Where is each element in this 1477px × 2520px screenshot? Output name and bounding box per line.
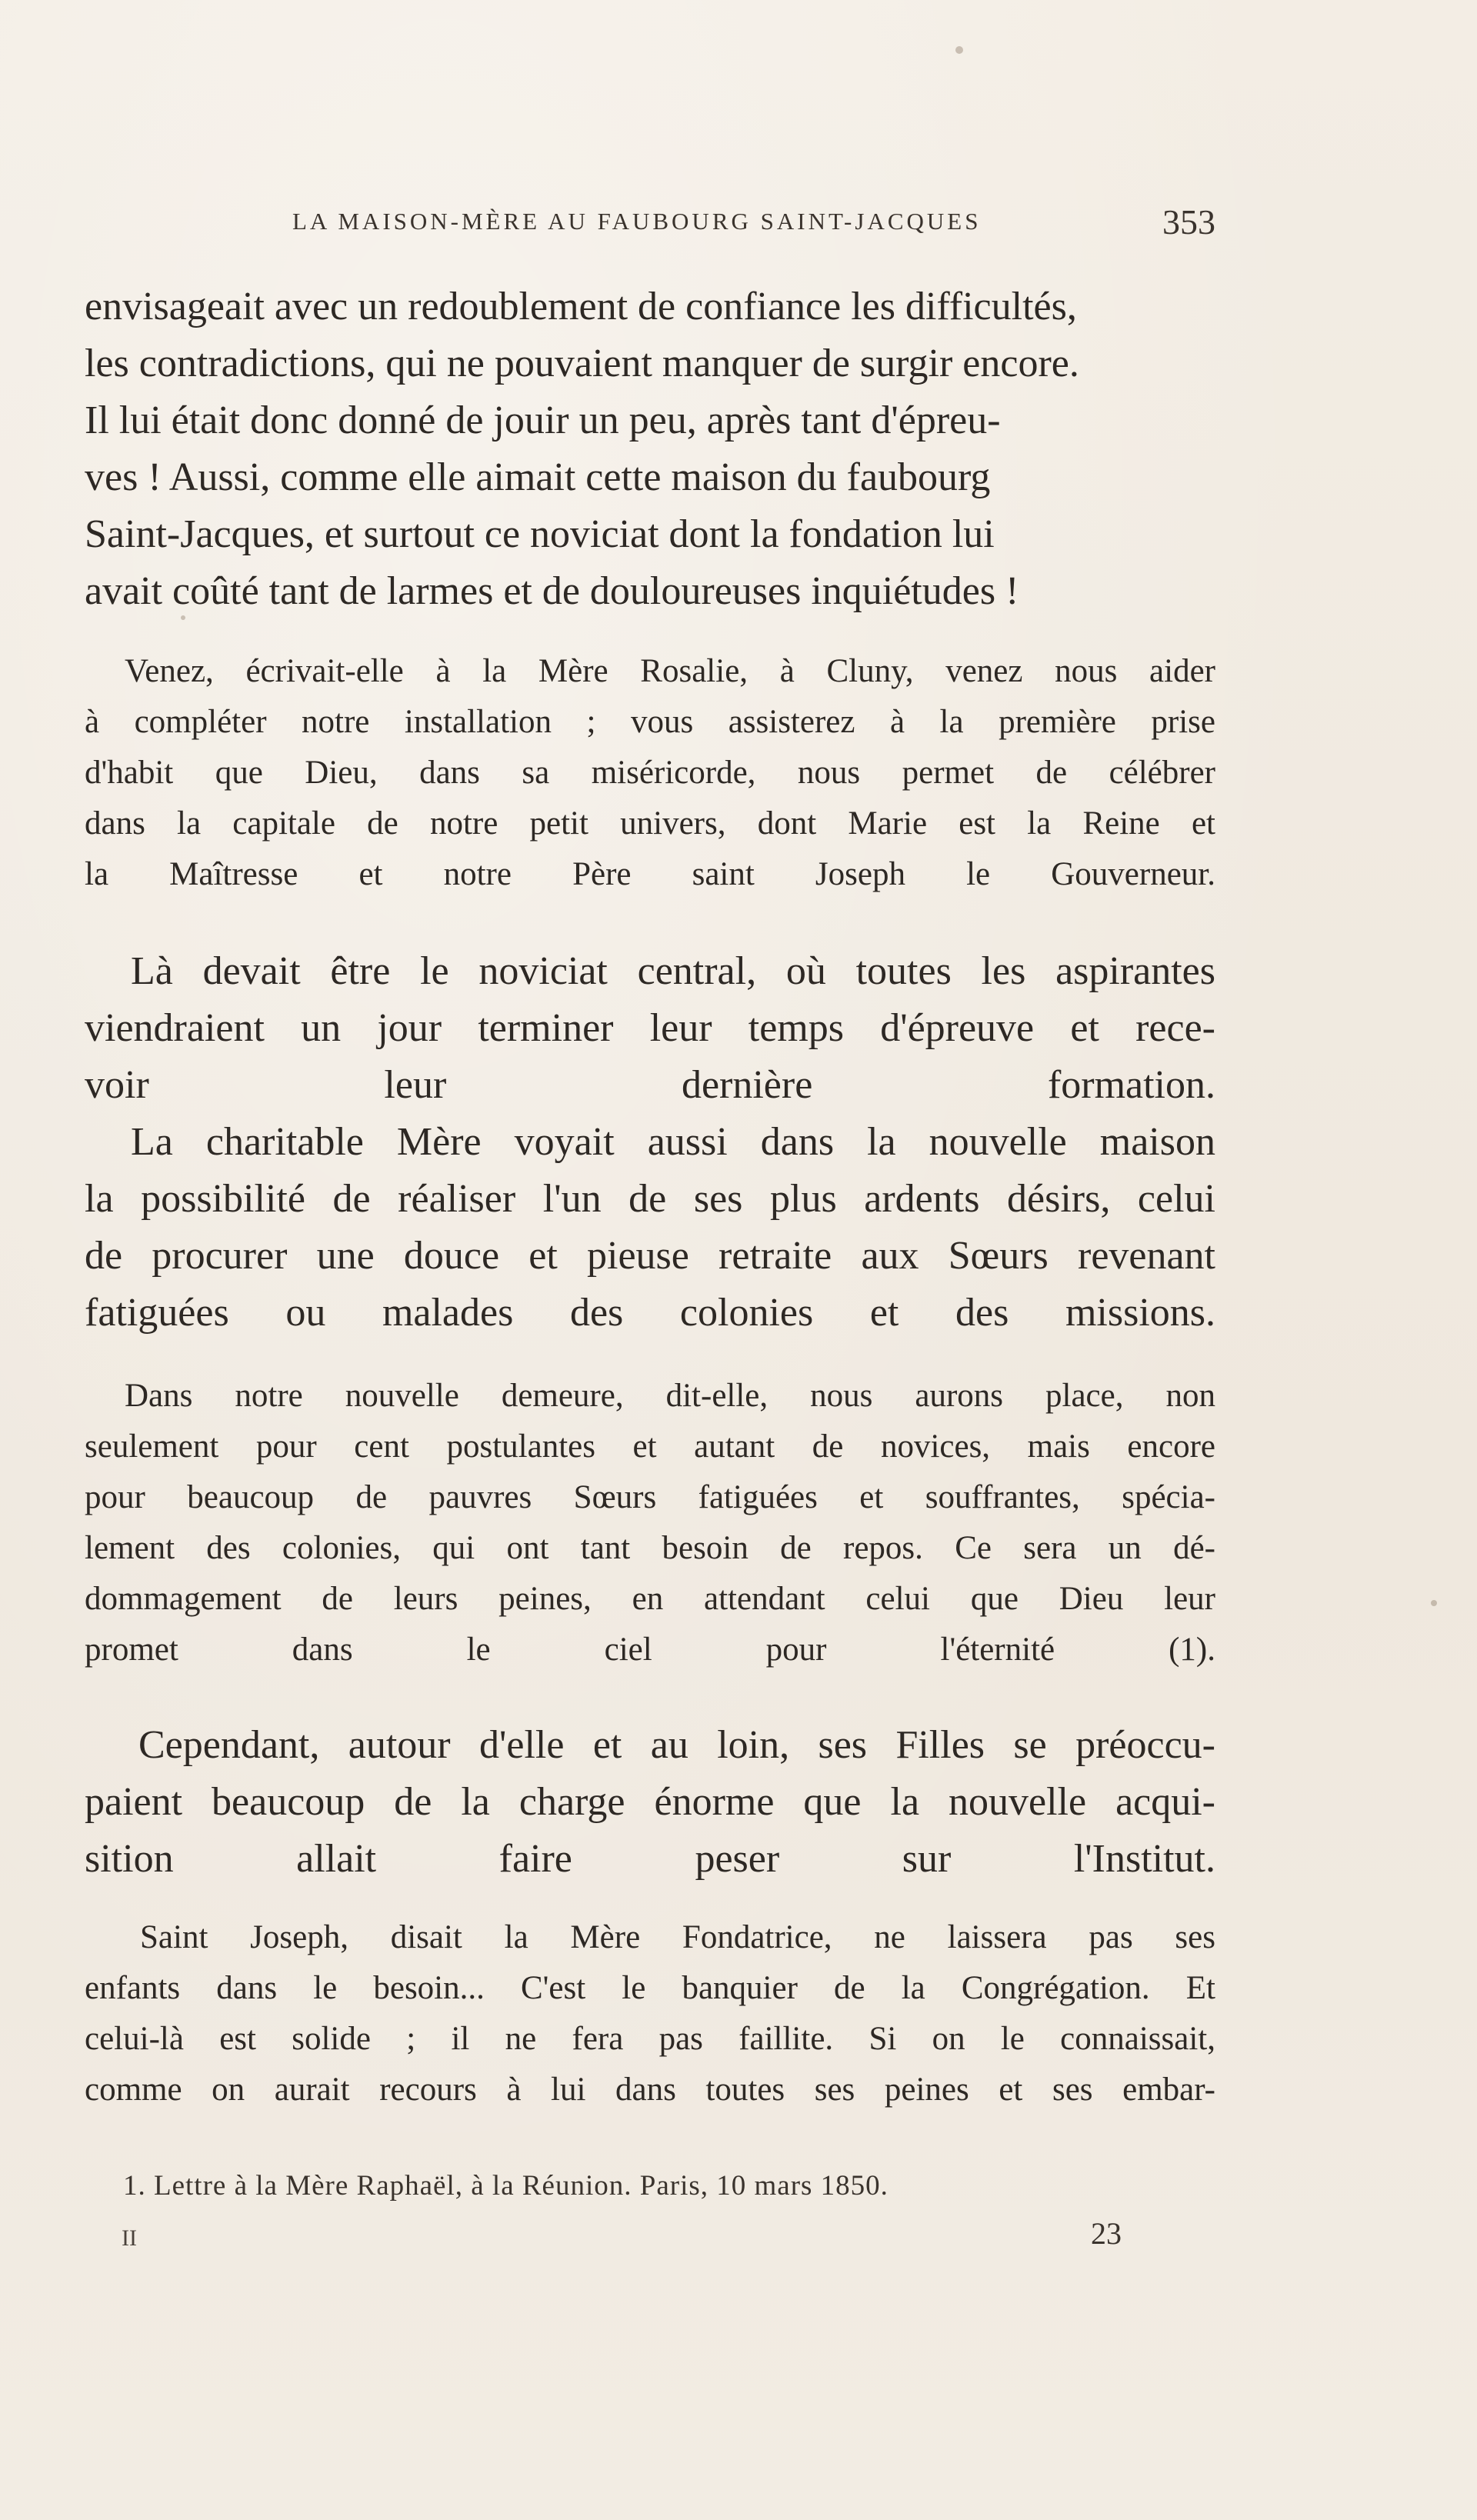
text-line: envisageait avec un redoublement de confiance les difficultés, <box>85 285 1077 328</box>
quote-line: à compléter notre installation ; vous assisterez à la première prise <box>85 704 1215 740</box>
text-line: Saint-Jacques, et surtout ce noviciat dont la fondation lui <box>85 512 995 556</box>
paragraph-4 <box>85 1717 1215 1888</box>
quote-line: la Maîtresse et notre Père saint Joseph le Gouverneur. <box>85 856 1215 892</box>
text-line: sition allait faire peser sur l'Institut. <box>85 1837 1215 1881</box>
running-title: LA MAISON-MÈRE AU FAUBOURG SAINT-JACQUES <box>292 208 982 235</box>
paragraph-2 <box>85 943 1215 1114</box>
text-line: Là devait être le noviciat central, où toutes les aspirantes <box>131 949 1215 993</box>
quotation-1 <box>85 646 1215 900</box>
text-line: La charitable Mère voyait aussi dans la nouvelle maison <box>131 1120 1215 1164</box>
text-line: la possibilité de réaliser l'un de ses plus ardents désirs, celui <box>85 1177 1215 1221</box>
text-line: viendraient un jour terminer leur temps d'épreuve et rece- <box>85 1006 1215 1050</box>
quote-line: seulement pour cent postulantes et autant de novices, mais encore <box>85 1428 1215 1465</box>
quote-line: Saint Joseph, disait la Mère Fondatrice, ne laissera pas ses <box>140 1919 1215 1955</box>
quote-line: promet dans le ciel pour l'éternité (1). <box>85 1632 1215 1668</box>
paper-speck <box>1431 1600 1437 1606</box>
quote-line: lement des colonies, qui ont tant besoin de repos. Ce sera un dé- <box>85 1530 1215 1566</box>
text-line: Il lui était donc donné de jouir un peu, après tant d'épreu- <box>85 398 1001 442</box>
paper-speck <box>955 46 963 54</box>
quote-line: comme on aurait recours à lui dans toutes ses peines et ses embar- <box>85 2072 1215 2108</box>
text-line: fatiguées ou malades des colonies et des missions. <box>85 1291 1215 1335</box>
paper-speck <box>181 615 185 620</box>
quote-line: Venez, écrivait-elle à la Mère Rosalie, à Cluny, venez nous aider <box>125 653 1215 689</box>
text-line: avait coûté tant de larmes et de douloureuses inquiétudes ! <box>85 569 1019 613</box>
quote-line: d'habit que Dieu, dans sa miséricorde, nous permet de célébrer <box>85 755 1215 791</box>
quote-line: pour beaucoup de pauvres Sœurs fatiguées et souffrantes, spécia- <box>85 1479 1215 1515</box>
text-line: ves ! Aussi, comme elle aimait cette maison du faubourg <box>85 455 991 499</box>
quotation-3 <box>85 1912 1215 2115</box>
quote-line: dans la capitale de notre petit univers, dont Marie est la Reine et <box>85 805 1215 842</box>
text-line: voir leur dernière formation. <box>85 1063 1215 1107</box>
quote-line: celui-là est solide ; il ne fera pas faillite. Si on le connaissait, <box>85 2021 1215 2057</box>
quote-line: dommagement de leurs peines, en attendant celui que Dieu leur <box>85 1581 1215 1617</box>
paragraph-1 <box>85 278 1215 620</box>
quotation-2 <box>85 1371 1215 1675</box>
page-number: 353 <box>1162 202 1215 242</box>
quote-line: enfants dans le besoin... C'est le banquier de la Congrégation. Et <box>85 1970 1215 2006</box>
page-header <box>85 202 1215 248</box>
footnote: 1. Lettre à la Mère Raphaël, à la Réunion. Paris, 10 mars 1850. <box>123 2170 889 2202</box>
text-line: Cependant, autour d'elle et au loin, ses Filles se préoccu- <box>138 1723 1215 1767</box>
signature-sheet: 23 <box>1091 2216 1122 2251</box>
signature-volume: II <box>122 2225 137 2251</box>
paragraph-3 <box>85 1114 1215 1342</box>
text-line: de procurer une douce et pieuse retraite aux Sœurs revenant <box>85 1234 1215 1278</box>
text-line: paient beaucoup de la charge énorme que la nouvelle acqui- <box>85 1780 1215 1824</box>
text-line: les contradictions, qui ne pouvaient manquer de surgir encore. <box>85 342 1079 385</box>
quote-line: Dans notre nouvelle demeure, dit-elle, nous aurons place, non <box>125 1378 1215 1414</box>
